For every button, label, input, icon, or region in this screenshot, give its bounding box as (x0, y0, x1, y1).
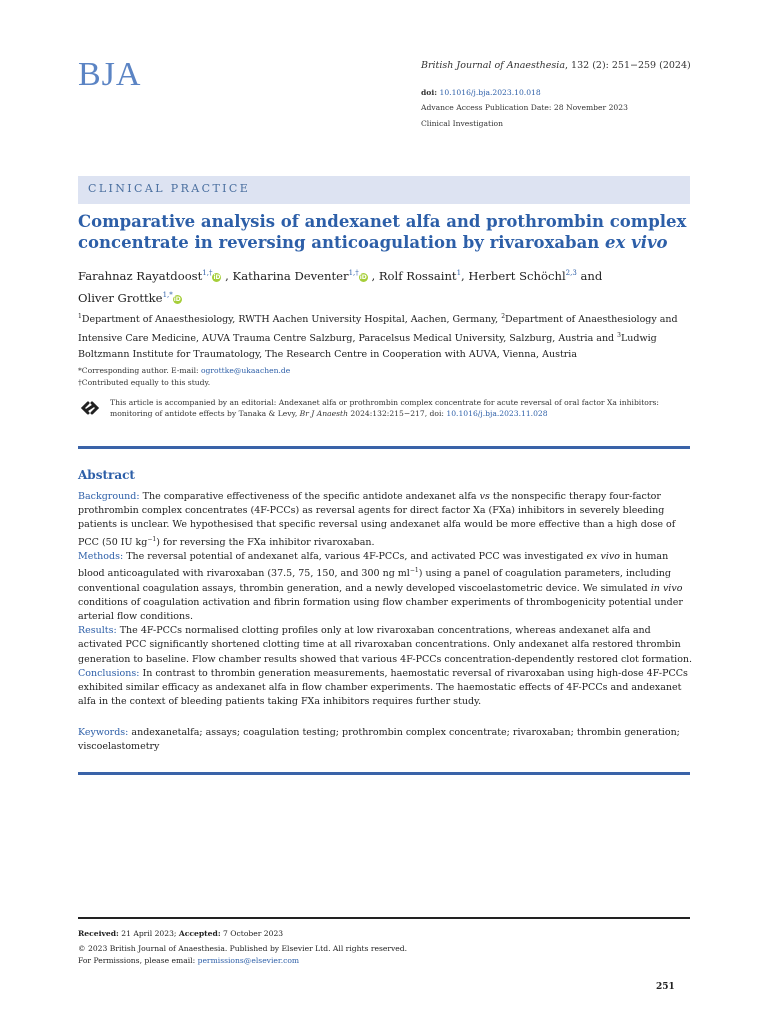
author[interactable]: Rolf Rossaint (378, 268, 457, 283)
title-main: Comparative analysis of andexanet alfa and prothrombin complex concentrate in reversing anticoagulation by rivaroxaban (78, 212, 687, 252)
section-banner (78, 176, 690, 204)
title-italic: ex vivo (605, 233, 668, 252)
editorial-doi-link[interactable]: 10.1016/j.bja.2023.11.028 (446, 409, 548, 418)
journal-citation (421, 60, 691, 71)
doi-line (421, 88, 541, 97)
abstract-heading: Abstract (78, 468, 135, 482)
affiliations: $^1$Department of Anaesthesiology, RWTH Aachen University Hospital, Aachen, Germany, $^2$Department of Anaesthesiology and Intensive Care Medicine, AUVA Trauma Centre Salzburg, Paracelsus Medical University, Salzburg, Austria and $^3$Ludwig Boltzmann Institute for Traumatology, The Research Centre in Cooperation with AUVA, Vienna, Austria (78, 313, 678, 361)
corresponding-author: *Corresponding author. E-mail: ogrottke@ukaachen.de (78, 366, 291, 375)
permissions-line: For Permissions, please email: permissions@elsevier.com (78, 956, 300, 965)
page-number: 251 (656, 982, 675, 992)
permissions-email-link[interactable]: permissions@elsevier.com (197, 956, 300, 965)
journal-logo: BJA (78, 56, 142, 93)
article-title (78, 211, 698, 253)
author[interactable]: Katharina Deventer (232, 268, 349, 283)
orcid-icon[interactable]: iD (359, 273, 367, 281)
orcid-icon[interactable]: iD (213, 273, 221, 281)
corresponding-email-link[interactable]: ogrottke@ukaachen.de (200, 366, 291, 375)
footer-divider (78, 917, 690, 919)
doi-label: doi: (421, 88, 438, 97)
equal-contribution-note: †Contributed equally to this study. (78, 378, 211, 387)
copyright: © 2023 British Journal of Anaesthesia. Published by Elsevier Ltd. All rights reserved. (78, 944, 408, 953)
article-type: Clinical Investigation (421, 119, 503, 128)
dates-line: Received: 21 April 2023; Accepted: 7 October 2023 (78, 929, 284, 938)
author-list: Farahnaz Rayatdoost$^{1,\dagger}$iD , Katharina Deventer$^{1,\dagger}$iD , Rolf Rossaint$^1$, Herbert Schöchl$^{2,3}$ and Oliver Grottke$^{1,*}$iD (78, 268, 603, 305)
journal-volume: , 132 (2): 251−259 (2024) (565, 60, 691, 71)
doi-link[interactable]: 10.1016/j.bja.2023.10.018 (439, 88, 541, 97)
editorial-note: This article is accompanied by an editorial: Andexanet alfa or prothrombin complex concentrate for acute reversal of oral factor Xa inhibitors: monitoring of antidote effects by Tanaka & Levy, Br J Anaesth 2024:132:215−217, doi: 10.1016/j.bja.2023.11.028 (110, 398, 659, 418)
journal-name: British Journal of Anaesthesia (421, 60, 565, 71)
advance-access: Advance Access Publication Date: 28 November 2023 (421, 103, 628, 112)
linked-editorial-icon (78, 398, 102, 418)
divider (78, 446, 690, 449)
abstract-body: Background: The comparative effectiveness of the specific antidote andexanet alfa vs the nonspecific therapy four-factor prothrombin complex concentrates (4F-PCCs) as reversal agents for direct factor Xa (FXa) inhibitors in severely bleeding patients is unclear. We hypothesised that specific reversal using andexanet alfa would be more effective than a high dose of PCC (50 IU $kg^{-1}$) for reversing the FXa inhibitor rivaroxaban. Methods: The reversal potential of andexanet alfa, various 4F-PCCs, and activated PCC was investigated ex vivo in human blood anticoagulated with rivaroxaban (37.5, 75, 150, and 300 ng $ml^{-1}$) using a panel of coagulation parameters, including conventional coagulation assays, thrombin generation, and a newly developed viscoelastometric device. We simulated in vivo conditions of coagulation activation and fibrin formation using flow chamber experiments of thrombogenicity potential under arterial flow conditions. Results: The 4F-PCCs normalised clotting profiles only at low rivaroxaban concentrations, whereas andexanet alfa and activated PCC significantly shortened clotting time at all rivaroxaban concentrations. Only andexanet alfa restored thrombin generation to baseline. Flow chamber results showed that various 4F-PCCs concentration-dependently restored clot formation. Conclusions: In contrast to thrombin generation measurements, haemostatic reversal of rivaroxaban using high-dose 4F-PCCs exhibited similar efficacy as andexanet alfa in flow chamber experiments. The haemostatic effects of 4F-PCCs and andexanet alfa in the context of bleeding patients taking FXa inhibitors requires further study. (78, 491, 693, 708)
author[interactable]: Oliver Grottke (78, 290, 163, 305)
author[interactable]: Herbert Schöchl (468, 268, 566, 283)
divider (78, 772, 690, 775)
section-label: CLINICAL PRACTICE (88, 182, 251, 195)
keywords: Keywords: andexanetalfa; assays; coagulation testing; prothrombin complex concentrate; rivaroxaban; thrombin generation; viscoelastometry (78, 727, 680, 753)
author[interactable]: Farahnaz Rayatdoost (78, 268, 203, 283)
orcid-icon[interactable]: iD (173, 295, 181, 303)
